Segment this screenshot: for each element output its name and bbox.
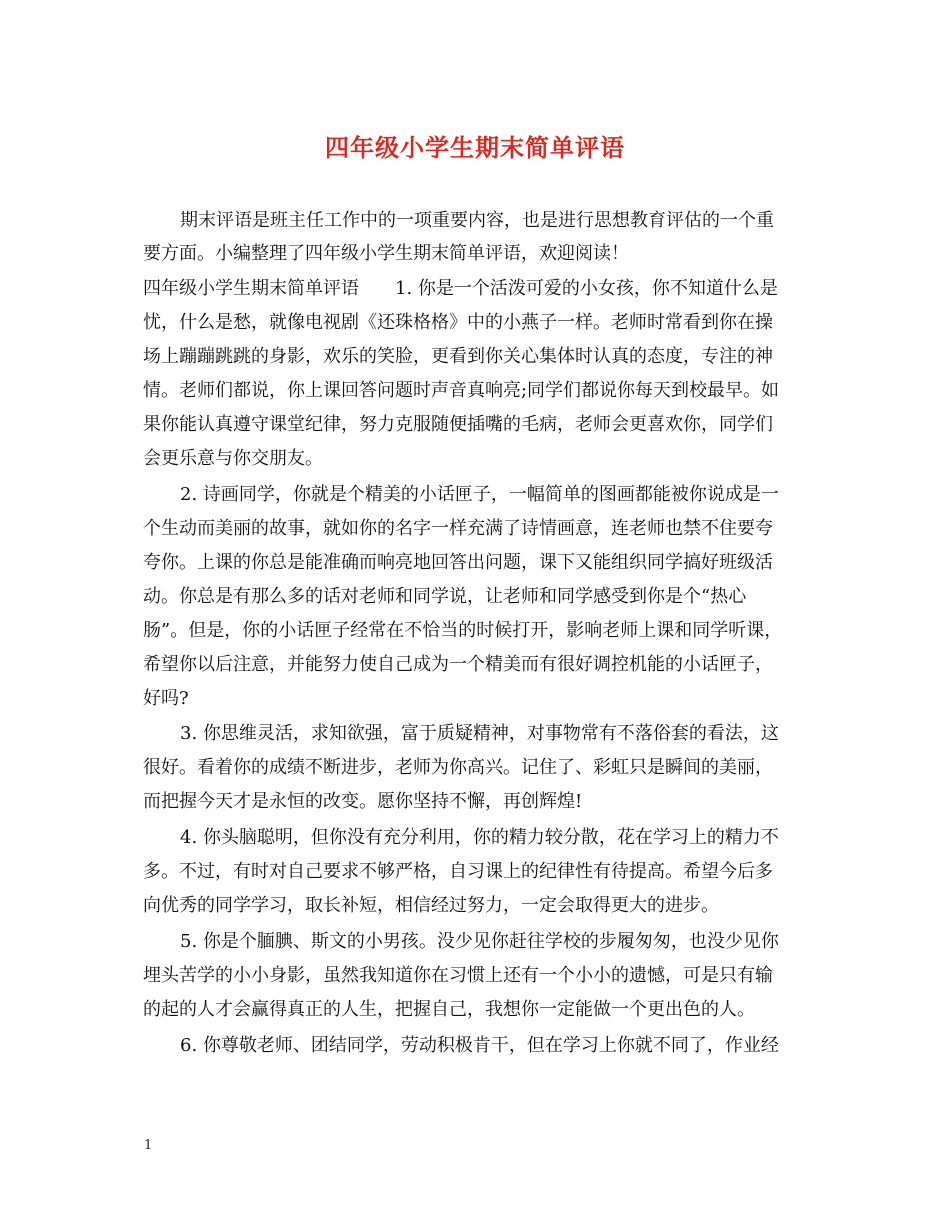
text-line: 要方面。小编整理了四年级小学生期末简单评语，欢迎阅读！: [143, 243, 629, 264]
text-line: 5. 你是个腼腆、斯文的小男孩。没少见你赶往学校的步履匆匆，也没少见你: [180, 931, 779, 952]
page-number: 1: [144, 1138, 153, 1153]
text-line: 3. 你思维灵活，求知欲强，富于质疑精神，对事物常有不落俗套的看法，这: [180, 723, 779, 744]
page-title: 四年级小学生期末简单评语: [325, 133, 625, 162]
text-line: 忧，什么是愁，就像电视剧《还珠格格》中的小燕子一样。老师时常看到你在操: [143, 312, 773, 333]
text-line: 个生动而美丽的故事，就如你的名字一样充满了诗情画意，连老师也禁不住要夸: [143, 518, 773, 539]
text-line: 希望你以后注意，并能努力使自己成为一个精美而有很好调控机能的小话匣子，: [143, 654, 773, 675]
text-line: 四年级小学生期末简单评语 1. 你是一个活泼可爱的小女孩，你不知道什么是: [143, 278, 778, 299]
text-line: 夸你。上课的你总是能准确而响亮地回答出问题，课下又能组织同学搞好班级活: [143, 552, 773, 573]
text-line: 肠”。但是，你的小话匣子经常在不恰当的时候打开，影响老师上课和同学听课，: [143, 620, 783, 641]
text-line: 2. 诗画同学，你就是个精美的小话匣子，一幅简单的图画都能被你说成是一: [180, 484, 779, 505]
text-line: 动。你总是有那么多的话对老师和同学说，让老师和同学感受到你是个“热心: [143, 586, 747, 607]
text-line: 好吗?: [143, 688, 189, 709]
text-line: 的起的人才会赢得真正的人生，把握自己，我想你一定能做一个更出色的人。: [143, 999, 755, 1020]
text-line: 4. 你头脑聪明，但你没有充分利用，你的精力较分散，花在学习上的精力不: [180, 827, 779, 848]
text-line: 6. 你尊敬老师、团结同学，劳动积极肯干，但在学习上你就不同了，作业经: [180, 1035, 779, 1056]
text-line: 期末评语是班主任工作中的一项重要内容，也是进行思想教育评估的一个重: [180, 210, 774, 231]
text-line: 场上蹦蹦跳跳的身影，欢乐的笑脸，更看到你关心集体时认真的态度，专注的神: [143, 346, 773, 367]
text-line: 多。不过，有时对自己要求不够严格，自习课上的纪律性有待提高。希望今后多: [143, 861, 773, 882]
text-line: 会更乐意与你交朋友。: [143, 448, 323, 469]
text-line: 情。老师们都说，你上课回答问题时声音真响亮;同学们都说你每天到校最早。如: [143, 380, 780, 401]
text-line: 埋头苦学的小小身影，虽然我知道你在习惯上还有一个小小的遗憾，可是只有输: [143, 965, 773, 986]
text-line: 向优秀的同学学习，取长补短，相信经过努力，一定会取得更大的进步。: [143, 895, 719, 916]
text-line: 很好。看着你的成绩不断进步，老师为你高兴。记住了、彩虹只是瞬间的美丽，: [143, 757, 773, 778]
text-line: 果你能认真遵守课堂纪律，努力克服随便插嘴的毛病，老师会更喜欢你，同学们: [143, 414, 773, 435]
text-line: 而把握今天才是永恒的改变。愿你坚持不懈，再创辉煌!: [143, 791, 583, 812]
